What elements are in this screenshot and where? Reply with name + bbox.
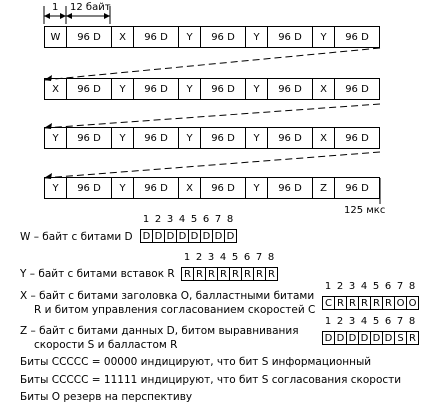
legend-x-bits: C R R R R R O O — [322, 296, 419, 310]
bit-numbers-y: 1 2 3 4 5 6 7 8 — [183, 252, 275, 263]
frame-cell: Y — [179, 27, 201, 47]
frame-cell: 96 D — [345, 83, 369, 95]
frame-cell: Y — [179, 79, 201, 99]
frame-cell: Y — [112, 79, 134, 99]
twelve-bytes-label: 12 байт — [70, 2, 111, 13]
frame-cell: 96 D — [201, 128, 246, 148]
note-2: Биты CCCCC = 11111 индицируют, что бит S согласования скорости — [20, 374, 402, 386]
time-label: 125 мкс — [344, 205, 386, 216]
frame-cell: Y — [246, 27, 268, 47]
legend-y-text: Y – байт с битами вставок R — [20, 268, 175, 280]
frame-cell: 96 D — [201, 79, 246, 99]
legend-z-bits: D D D D D D S R — [322, 331, 419, 345]
frame-cell: X — [179, 178, 201, 198]
frame-cell: 96 D — [268, 79, 313, 99]
frame-cell: 96 D — [345, 182, 369, 194]
frame-cell: 96 D — [268, 128, 313, 148]
note-1: Биты CCCCC = 00000 индицируют, что бит S информационный — [20, 356, 372, 368]
frame-cell: Y — [45, 128, 67, 148]
one-byte-label: 1 — [52, 2, 59, 13]
legend-x-line1: X – байт с битами заголовка O, балластными битами — [20, 290, 315, 302]
frame-cell: 96 D — [268, 178, 313, 198]
frame-cell: W — [45, 27, 67, 47]
frame-cell: X — [313, 128, 335, 148]
frame-row-1 — [44, 26, 380, 48]
frame-cell: X — [45, 79, 67, 99]
frame-cell: 96 D — [67, 178, 112, 198]
frame-cell: Y — [45, 178, 67, 198]
frame-row-3 — [44, 127, 380, 149]
frame-cell: 96 D — [134, 27, 179, 47]
frame-cell: X — [112, 27, 134, 47]
frame-cell: Y — [112, 178, 134, 198]
bit-numbers-w: 1 2 3 4 5 6 7 8 — [142, 214, 234, 225]
frame-cell: 96 D — [67, 128, 112, 148]
frame-cell: 96 D — [134, 178, 179, 198]
bit-numbers-z: 1 2 3 4 5 6 7 8 — [324, 316, 416, 327]
frame-cell: X — [313, 79, 335, 99]
bit-numbers-x: 1 2 3 4 5 6 7 8 — [324, 281, 416, 292]
frame-cell: Y — [179, 128, 201, 148]
legend-z-line1: Z – байт с битами данных D, битом выравнивания — [20, 325, 299, 337]
frame-cell: 96 D — [345, 132, 369, 144]
frame-cell: 96 D — [345, 31, 369, 43]
frame-cell: Y — [112, 128, 134, 148]
frame-cell: Y — [246, 178, 268, 198]
frame-cell: Y — [246, 128, 268, 148]
frame-cell: 96 D — [67, 27, 112, 47]
legend-z-line2: скорости S и балластом R — [34, 339, 178, 351]
frame-row-2 — [44, 78, 380, 100]
frame-cell: 96 D — [201, 178, 246, 198]
frame-cell: 96 D — [134, 79, 179, 99]
frame-cell: Y — [313, 27, 335, 47]
legend-w-text: W – байт с битами D — [20, 231, 133, 243]
frame-cell: Z — [313, 178, 335, 198]
legend-x-line2: R и битом управления согласованием скоростей C — [34, 304, 316, 316]
note-3: Биты O резерв на перспективу — [20, 391, 193, 403]
frame-cell: 96 D — [268, 27, 313, 47]
frame-cell: 96 D — [201, 27, 246, 47]
frame-row-4 — [44, 177, 380, 199]
frame-cell: 96 D — [134, 128, 179, 148]
frame-cell: Y — [246, 79, 268, 99]
legend-w-bits: D D D D D D D D — [140, 229, 237, 243]
frame-cell: 96 D — [67, 79, 112, 99]
legend-y-bits: R R R R R R R R — [181, 267, 278, 281]
